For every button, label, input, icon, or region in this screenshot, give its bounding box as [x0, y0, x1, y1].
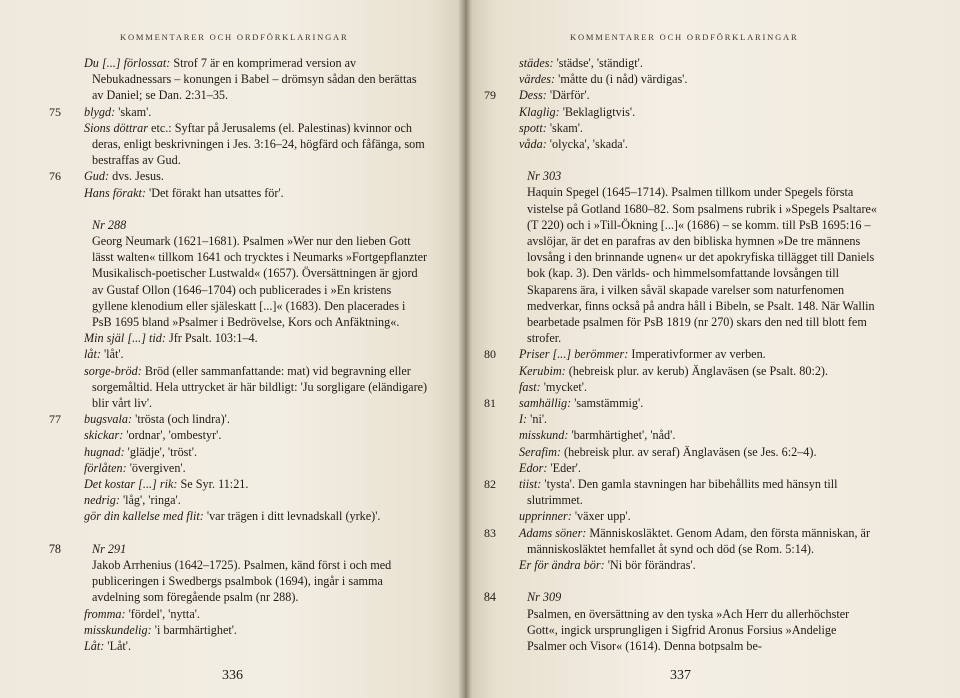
gloss-text: 'övergiven'. — [126, 460, 186, 475]
left-section2-number: 78 Nr 291 — [48, 541, 127, 556]
gloss-text: Se Syr. 11:21. — [177, 477, 249, 492]
gloss-entry — [498, 55, 878, 71]
gloss-text: 'skam'. — [546, 120, 583, 135]
gloss-entry — [49, 104, 428, 120]
line-marker: 81 — [484, 396, 496, 411]
gloss-entry — [484, 395, 878, 411]
gloss-text: 'i barmhärtighet'. — [151, 622, 237, 637]
gloss-term: värdes: — [519, 72, 556, 87]
gloss-text: Bröd (eller sammanfattande: mat) vid begravning eller sorgemåltid. Hela uttrycket är här bildligt: 'Ju sorgligare (eländigare) blir vårt liv'. — [92, 363, 428, 411]
gloss-text: (hebreisk plur. av kerub) Änglaväsen (se Psalt. 80:2). — [565, 363, 829, 378]
line-marker: 75 — [49, 104, 61, 119]
gloss-entry — [63, 427, 428, 443]
right-page-number: 337 — [670, 668, 691, 683]
gloss-entry — [498, 104, 878, 120]
gloss-entry — [63, 492, 428, 508]
gloss-text: Människosläktet. Genom Adam, den första människan, är människosläktet hemfallet åt synd och död (se Rom. 5:14). — [527, 525, 871, 556]
line-marker: 79 — [484, 88, 496, 103]
gloss-text: Imperativformer av verben. — [628, 347, 766, 362]
right-section1-number: Nr 303 — [527, 169, 562, 184]
gloss-entry — [63, 606, 428, 622]
gloss-term: Min själ [...] tid: — [84, 331, 166, 346]
gloss-entry — [63, 330, 428, 346]
gloss-term: Dess: — [519, 88, 547, 103]
gloss-term: våda: — [519, 137, 547, 152]
gloss-text: 'samstämmig'. — [571, 396, 644, 411]
right-section1-intro: Haquin Spegel (1645–1714). Psalmen tillkom under Spegels första vistelse på Gotland 1680–82. Som psalmens rubrik i »Spegels Psaltare« (T 220) och i »Till-Ökning [...]« (1686) – se komm. till PsB 1695:16 – avslöjar, är det en parafras av den bibliska hymnen »De tre männens lovsång i den brinnande ugnen« ur det apokryfiska tillägget till Daniels bok (kap. 3). Den världs- och himmelsomfattande lovsången till Skaparens ära, i vilken såväl skapade varelser som naturfenomen medverkar, finns också på andra håll i Bibeln, se Psalt. 148. När Wallin bearbetade psalmen för PsB 1819 (nr 270) skars den ned till blott fem strofer. — [527, 185, 878, 346]
gloss-text: 'fördel', 'nytta'. — [125, 606, 200, 621]
gloss-text: 'Det förakt han utsattes för'. — [145, 185, 284, 200]
gloss-entry — [63, 120, 428, 169]
gloss-entry — [498, 444, 878, 460]
gloss-text: 'mycket'. — [540, 379, 588, 394]
gloss-entry — [63, 185, 428, 201]
gloss-term: förlåten: — [84, 460, 127, 475]
gloss-term: Hans förakt: — [84, 185, 146, 200]
gloss-text: 'olycka', 'skada'. — [546, 137, 628, 152]
gloss-term: nedrig: — [84, 493, 120, 508]
gloss-term: upprinner: — [519, 509, 572, 524]
gloss-entry — [63, 622, 428, 638]
gloss-entry — [498, 136, 878, 152]
gloss-text: 'tysta'. Den gamla stavningen har bibehållits med hänsyn till slutrimmet. — [527, 477, 838, 508]
left-section2-intro: Jakob Arrhenius (1642–1725). Psalmen, känd först i och med publiceringen i Swedbergs psalmbok (1694), ingår i samma avdelning som föregående psalm (nr 288). — [92, 557, 392, 605]
gloss-term: skickar: — [84, 428, 124, 443]
gloss-term: hugnad: — [84, 444, 125, 459]
gloss-term: Er för ändra bör: — [519, 558, 605, 573]
gloss-entry — [498, 508, 878, 524]
gloss-text: 'låt'. — [100, 347, 124, 362]
gloss-text: 'Eder'. — [547, 460, 581, 475]
gloss-term: blygd: — [84, 104, 116, 119]
gloss-term: fromma: — [84, 606, 126, 621]
line-marker: 77 — [49, 412, 61, 427]
gloss-term: Låt: — [84, 638, 105, 653]
gloss-entry — [63, 363, 428, 412]
right-section1-entries — [484, 346, 878, 573]
gloss-text: 'glädje', 'tröst'. — [124, 444, 198, 459]
right-page-text — [483, 55, 878, 654]
gloss-term: Klaglig: — [519, 104, 560, 119]
gloss-text: dvs. Jesus. — [109, 169, 164, 184]
gloss-text: Jfr Psalt. 103:1–4. — [165, 331, 258, 346]
right-section2-intro: Psalmen, en översättning av den tyska »Ach Herr du allerhöchster Gott«, ingick ursprungligen i Sigfrid Aronus Forsius »Andelige Psalmer och Visor« (1614). Denna botpsalm be- — [527, 606, 850, 653]
left-page-text — [48, 55, 428, 654]
gloss-entry — [63, 476, 428, 492]
gloss-term: städes: — [519, 56, 554, 70]
gloss-term: misskundelig: — [84, 622, 152, 637]
gloss-text: 'Ni bör förändras'. — [604, 558, 696, 573]
left-entries — [49, 55, 428, 201]
gloss-term: misskund: — [519, 428, 569, 443]
gloss-term: Du [...] förlossat: — [84, 56, 171, 70]
gloss-text: 'var trägen i ditt levnadskall (yrke)'. — [203, 509, 381, 524]
gloss-term: Sions döttrar — [84, 120, 148, 135]
gloss-entry — [63, 460, 428, 476]
gloss-term: sorge-bröd: — [84, 363, 142, 378]
gloss-text: 'städse', 'ständigt'. — [553, 56, 643, 70]
gloss-term: tiist: — [519, 477, 542, 492]
left-running-head: KOMMENTARER OCH ORDFÖRKLARINGAR — [120, 32, 349, 42]
gloss-text: (hebreisk plur. av seraf) Änglaväsen (se Jes. 6:2–4). — [560, 444, 817, 459]
left-page — [0, 0, 465, 698]
gloss-term: Kerubim: — [519, 363, 566, 378]
right-page — [465, 0, 960, 698]
gloss-text: 'Därför'. — [546, 88, 590, 103]
gloss-entry — [498, 71, 878, 87]
gloss-entry — [484, 346, 878, 362]
gloss-term: I: — [519, 412, 528, 427]
gloss-entry — [49, 411, 428, 427]
gloss-entry — [63, 346, 428, 362]
gloss-term: fast: — [519, 379, 541, 394]
gloss-term: Adams söner: — [519, 525, 587, 540]
gloss-term: gör din kallelse med flit: — [84, 509, 204, 524]
left-section1-intro: Georg Neumark (1621–1681). Psalmen »Wer nur den lieben Gott lässt walten« tillkom 1641 och trycktes i Neumarks »Fortgepflanzter Musikalisch-poetischer Lustwald« (1657). Översättningen är gjord av Gustaf Ollon (1646–1704) och publicerades i »En kristens gyllene klenodium eller själeskatt [...]« (1683). Den placerades i PsB 1695 bland »Psalmer i Bedrövelse, Kors och Anfäktning«. — [92, 234, 428, 330]
line-marker: 83 — [484, 525, 496, 540]
gloss-term: Gud: — [84, 169, 110, 184]
gloss-text: 'trösta (och lindra)'. — [132, 412, 230, 427]
gloss-text: 'växer upp'. — [571, 509, 631, 524]
gloss-entry — [498, 379, 878, 395]
gloss-entry — [484, 525, 878, 557]
gloss-entry — [63, 444, 428, 460]
gloss-entry — [63, 638, 428, 654]
gloss-text: 'Beklagligtvis'. — [559, 104, 636, 119]
gloss-term: Det kostar [...] rik: — [84, 477, 178, 492]
gloss-entry — [49, 168, 428, 184]
gloss-term: låt: — [84, 347, 101, 362]
line-marker: 80 — [484, 347, 496, 362]
left-section1-number: Nr 288 — [92, 217, 127, 232]
right-running-head: KOMMENTARER OCH ORDFÖRKLARINGAR — [570, 32, 799, 42]
gloss-entry — [498, 460, 878, 476]
right-section2-number: 84 Nr 309 — [483, 590, 562, 605]
gloss-term: Edor: — [519, 460, 548, 475]
gloss-text: Strof 7 är en komprimerad version av Nebukadnessars – konungen i Babel – drömsyn sådan den berättas av Daniel; se Dan. 2:31–35. — [92, 56, 417, 103]
gloss-entry — [498, 557, 878, 573]
gloss-text: 'barmhärtighet', 'nåd'. — [568, 428, 676, 443]
left-section1-entries — [49, 330, 428, 524]
gloss-term: Serafim: — [519, 444, 561, 459]
gloss-text: 'ordnar', 'ombestyr'. — [123, 428, 222, 443]
gloss-entry — [484, 87, 878, 103]
gloss-term: Priser [...] berömmer: — [519, 347, 629, 362]
gloss-text: 'skam'. — [115, 104, 152, 119]
left-section2-entries — [63, 606, 428, 655]
gloss-entry — [63, 508, 428, 524]
gloss-term: bugsvala: — [84, 412, 133, 427]
gloss-text: etc.: Syftar på Jerusalems (el. Palestinas) kvinnor och deras, enligt beskrivningen i Jes. 3:16–24, högfärd och fåfänga, som bestraffas av Gud. — [92, 120, 425, 168]
line-marker: 82 — [484, 477, 496, 492]
right-entries — [484, 55, 878, 152]
gloss-entry — [498, 363, 878, 379]
left-page-number: 336 — [222, 668, 243, 683]
gloss-entry — [498, 411, 878, 427]
gloss-text: 'ni'. — [527, 412, 548, 427]
gloss-entry — [484, 476, 878, 508]
gloss-entry — [498, 120, 878, 136]
line-marker: 76 — [49, 169, 61, 184]
gloss-text: 'Låt'. — [104, 638, 132, 653]
gloss-text: 'låg', 'ringa'. — [119, 493, 181, 508]
gloss-entry — [498, 427, 878, 443]
gloss-entry — [63, 55, 428, 104]
gloss-text: 'måtte du (i nåd) värdigas'. — [555, 72, 688, 87]
gloss-term: samhällig: — [519, 396, 572, 411]
gloss-term: spott: — [519, 120, 547, 135]
